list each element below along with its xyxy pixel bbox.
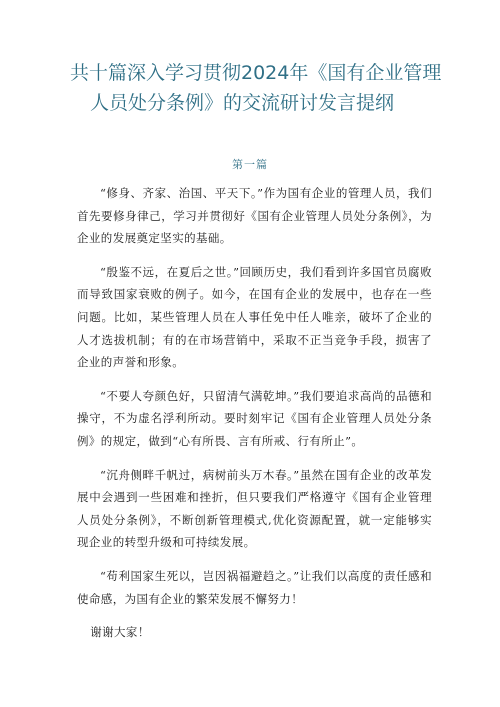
closing-remark: 谢谢大家！ (90, 625, 150, 640)
paragraph-5: “苟利国家生死以，岂因祸福避趋之。”让我们以高度的责任感和使命感，为国有企业的繁荣发展不懈努力！ (77, 568, 432, 606)
section-heading: 第一篇 (232, 158, 268, 171)
paragraph-3: “不要人夸颜色好，只留清气满乾坤。”我们要追求高尚的品德和操守，不为虚名浮利所动。要时刻牢记《国有企业管理人员处分条例》的规定，做到“心有所畏、言有所戒、行有所止”。 (77, 388, 432, 448)
title-line-1: 共十篇深入学习贯彻2024年《国有企业管理 (70, 62, 442, 84)
document-body (77, 182, 432, 643)
paragraph-1: “修身、齐家、治国、平天下。”作为国有企业的管理人员，我们首先要修身律己，学习并贯彻好《国有企业管理人员处分条例》，为企业的发展奠定坚实的基础。 (77, 186, 432, 246)
title-line-2: 人员处分条例》的交流研讨发言提纲 (90, 92, 395, 114)
paragraph-2: “殷鉴不远，在夏后之世。”回顾历史，我们看到许多国官员腐败而导致国家衰败的例子。如今，在国有企业的发展中，也存在一些问题。比如，某些管理人员在人事任免中任人唯亲，破坏了企业的人才选拔机制；有的在市场营销中，采取不正当竞争手段，损害了企业的声誉和形象。 (77, 264, 432, 370)
paragraph-4: “沉舟侧畔千帆过，病树前头万木春。”虽然在国有企业的改革发展中会遇到一些困难和挫折，但只要我们严格遵守《国有企业管理人员处分条例》，不断创新管理模式,优化资源配置，就一定能够实现企业的转型升级和可持续发展。 (77, 467, 432, 550)
document-title (70, 58, 450, 118)
